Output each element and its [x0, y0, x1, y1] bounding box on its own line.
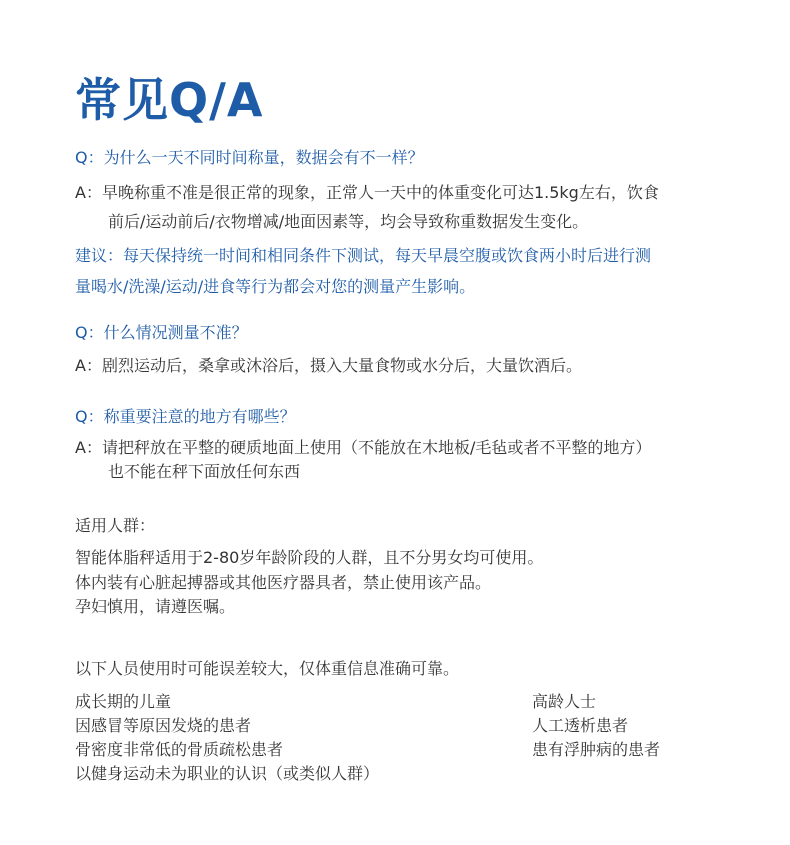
question-3: Q：称重要注意的地方有哪些？ [75, 407, 296, 426]
advice-line-1: 建议：每天保持统一时间和相同条件下测试，每天早晨空腹或饮食两小时后进行测 [75, 246, 652, 265]
applicable-line-3: 孕妇慎用，请遵医嘱。 [75, 597, 236, 616]
notice-right-item-3: 患有浮肿病的患者 [532, 740, 661, 759]
answer-3-line-1: A：请把秤放在平整的硬质地面上使用（不能放在木地板/毛毡或者不平整的地方） [75, 438, 652, 457]
answer-1-line-2: 前后/运动前后/衣物增减/地面因素等，均会导致称重数据发生变化。 [108, 212, 589, 231]
answer-1-line-1: A：早晚称重不准是很正常的现象，正常人一天中的体重变化可达1.5kg左右，饮食 [75, 183, 659, 202]
question-2: Q：什么情况测量不准？ [75, 323, 248, 342]
question-1: Q：为什么一天不同时间称量，数据会有不一样？ [75, 148, 424, 167]
notice-left-item-2: 因感冒等原因发烧的患者 [75, 716, 252, 735]
notice-heading: 以下人员使用时可能误差较大，仅体重信息准确可靠。 [75, 659, 460, 678]
advice-line-2: 量喝水/洗澡/运动/进食等行为都会对您的测量产生影响。 [75, 277, 476, 296]
applicable-heading: 适用人群： [75, 516, 156, 535]
notice-left-item-1: 成长期的儿童 [75, 692, 172, 711]
notice-right-item-1: 高龄人士 [532, 692, 597, 711]
notice-left-item-4: 以健身运动未为职业的认识（或类似人群） [75, 764, 380, 783]
page-title: 常见Q/A [75, 73, 264, 127]
applicable-line-2: 体内装有心脏起搏器或其他医疗器具者，禁止使用该产品。 [75, 573, 492, 592]
answer-2-line-1: A：剧烈运动后，桑拿或沐浴后，摄入大量食物或水分后，大量饮酒后。 [75, 356, 582, 375]
notice-right-item-2: 人工透析患者 [532, 716, 629, 735]
answer-3-line-2: 也不能在秤下面放任何东西 [108, 462, 301, 481]
applicable-line-1: 智能体脂秤适用于2-80岁年龄阶段的人群，且不分男女均可使用。 [75, 548, 544, 567]
notice-left-item-3: 骨密度非常低的骨质疏松患者 [75, 740, 284, 759]
